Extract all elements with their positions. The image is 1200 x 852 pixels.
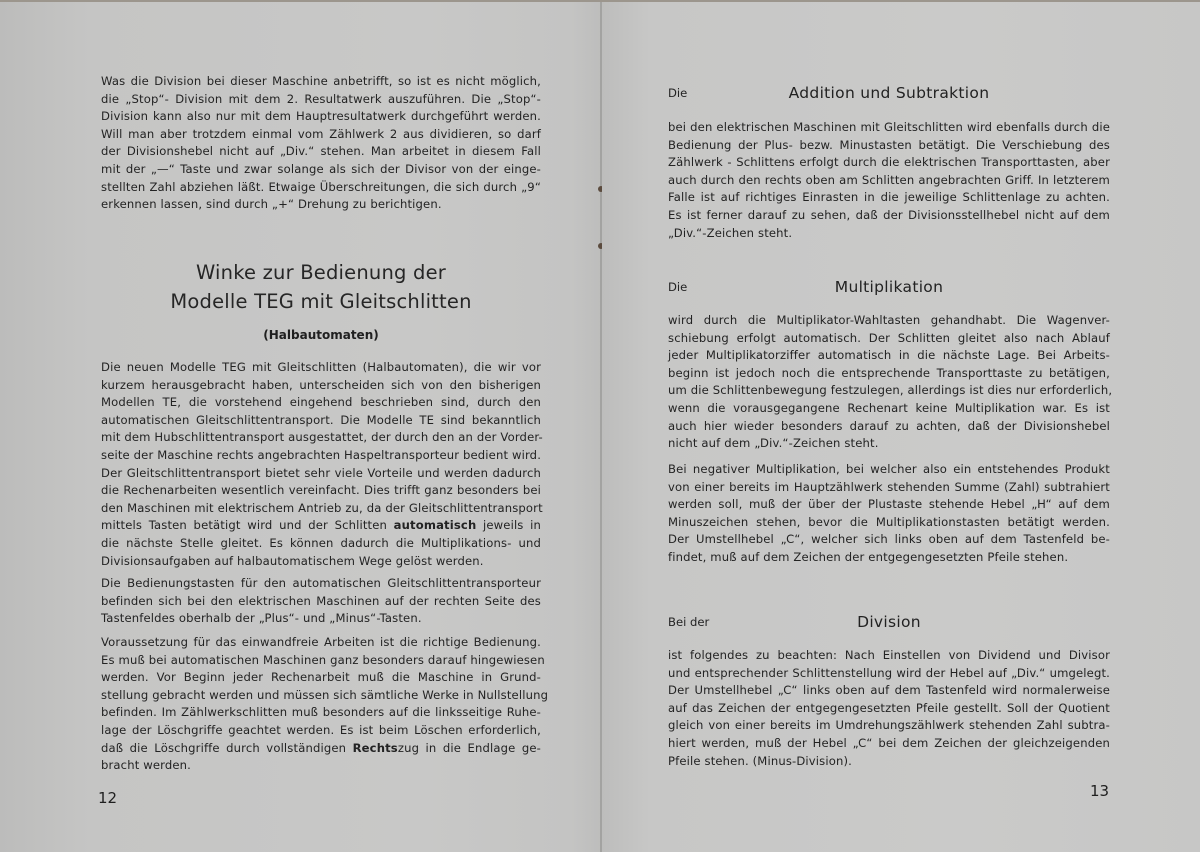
text-line: schiebung erfolgt automatisch. Der Schlitten gleitet also nach Ablauf bbox=[668, 330, 1110, 345]
text-line: Der Umstellhebel „C“ links oben auf dem Tastenfeld wird normalerweise bbox=[668, 683, 1110, 698]
text-line: auch durch den rechts oben am Schlitten angebrachten Griff. In letzterem bbox=[668, 172, 1110, 187]
text-line: werden. Vor Beginn jeder Rechenarbeit muß die Maschine in Grund- bbox=[101, 670, 541, 685]
text-line: automatischen Gleitschlittentransport. Die Modelle TE sind bekanntlich bbox=[101, 412, 541, 427]
text-line: um die Schlittenbewegung festzulegen, allerdings ist dies nur erforderlich, bbox=[668, 383, 1113, 398]
text-line: Voraussetzung für das einwandfreie Arbeiten ist die richtige Bedienung. bbox=[101, 635, 541, 649]
text-line: Der Umstellhebel „C“, welcher sich links oben auf dem Tastenfeld be- bbox=[668, 532, 1110, 547]
section-title: Addition und Subtraktion bbox=[788, 84, 990, 102]
text-line-with-bold: mittels Tasten betätigt wird und der Schlitten automatisch jeweils in bbox=[101, 518, 542, 533]
text-line: mit der „—“ Taste und zwar solange als sich der Divisor von der einge- bbox=[101, 161, 541, 176]
text-line: kurzem herausgebracht haben, unterscheiden sich von den bisherigen bbox=[101, 377, 541, 392]
text-line: die Rechenarbeiten wesentlich vereinfacht. Dies trifft ganz besonders bei bbox=[101, 483, 541, 498]
text-line: befinden sich bei den elektrischen Maschinen auf der rechten Seite des bbox=[101, 593, 541, 608]
page-number-right: 13 bbox=[1090, 782, 1110, 800]
page-number-left: 12 bbox=[98, 789, 118, 807]
text-line: Tastenfeldes oberhalb der „Plus“- und „Minus“-Tasten. bbox=[101, 611, 422, 626]
text-line: befinden. Im Zählwerkschlitten muß besonders auf die linksseitige Ruhe- bbox=[101, 705, 541, 720]
text-line: stellten Zahl abziehen läßt. Etwaige Überschreitungen, die sich durch „9“ bbox=[101, 179, 541, 194]
paragraph-modelle-teg bbox=[101, 359, 541, 570]
paragraph-multiplikation bbox=[668, 312, 1113, 453]
text-line: Minuszeichen stehen, bevor die Multiplikationstasten betätigt werden. bbox=[668, 514, 1110, 529]
section-prefix: Die bbox=[668, 86, 688, 100]
section-prefix: Bei der bbox=[668, 615, 710, 629]
heading-subtitle: (Halbautomaten) bbox=[263, 328, 379, 342]
text-line: stellung gebracht werden und müssen sich sämtliche Werke in Nullstellung bbox=[101, 687, 549, 702]
text-line: Division kann also nur mit dem Hauptresultatwerk durchgeführt werden. bbox=[101, 109, 541, 124]
text-line: die „Stop“- Division mit dem 2. Resultatwerk auszuführen. Die „Stop“- bbox=[101, 91, 541, 106]
text-line: Will man aber trotzdem einmal vom Zählwerk 2 aus dividieren, so darf bbox=[101, 126, 541, 141]
text-line: der Divisionshebel nicht auf „Div.“ stehen. Man arbeitet in diesem Fall bbox=[101, 144, 541, 159]
text-line: Pfeile stehen. (Minus-Division). bbox=[668, 753, 852, 768]
text-line: wird durch die Multiplikator-Wahltasten gehandhabt. Die Wagenver- bbox=[668, 313, 1110, 327]
text-line: seite der Maschine rechts angebrachten Haspeltransporteur bedient wird. bbox=[101, 447, 542, 462]
section-header-addition bbox=[668, 78, 1110, 102]
bold-word-rechts: Rechts bbox=[352, 740, 398, 755]
paragraph-bedienungstasten bbox=[101, 575, 541, 628]
text-line: bracht werden. bbox=[101, 758, 191, 773]
text-line: Modellen TE, die vorstehend eingehend beschrieben sind, durch den bbox=[101, 395, 541, 410]
booklet-spread bbox=[0, 2, 1200, 852]
text-line: von einer bereits im Hauptzählwerk stehenden Summe (Zahl) subtrahiert bbox=[668, 479, 1110, 494]
text-line: hiert werden, muß der Hebel „C“ bei dem Zeichen der gleichzeigenden bbox=[668, 735, 1110, 750]
text-line: Falle ist auf richtiges Einrasten in die jeweilige Schlittenlage zu achten. bbox=[668, 190, 1110, 205]
text-line: findet, muß auf dem Zeichen der entgegengesetzten Pfeile stehen. bbox=[668, 549, 1069, 564]
text-line: Es ist ferner darauf zu sehen, daß der Divisionsstellhebel nicht auf dem bbox=[668, 207, 1110, 222]
text-line: erkennen lassen, sind durch „+“ Drehung zu berichtigen. bbox=[101, 197, 442, 212]
heading-line-2: Modelle TEG mit Gleitschlitten bbox=[170, 290, 472, 313]
text-line: auf das Zeichen der entgegengesetzten Pfeile gestellt. Soll der Quotient bbox=[668, 700, 1110, 715]
text-line: werden soll, muß der über der Plustaste stehende Hebel „H“ auf dem bbox=[668, 497, 1110, 512]
text-line: bei den elektrischen Maschinen mit Gleitschlitten wird ebenfalls durch die bbox=[668, 120, 1110, 134]
bold-word-automatisch: automatisch bbox=[393, 518, 477, 533]
text-line: Bedienung der Plus- bezw. Minustasten betätigt. Die Verschiebung des bbox=[668, 137, 1110, 152]
text-line-with-bold: daß die Löschgriffe durch vollständigen Rechtszug in die Endlage ge- bbox=[101, 740, 541, 755]
text-line: „Div.“-Zeichen steht. bbox=[668, 225, 793, 240]
intro-paragraph bbox=[101, 73, 541, 214]
section-header-division bbox=[668, 607, 1110, 631]
text-line: den Maschinen mit elektrischem Antrieb zu, da der Gleitschlittentransport bbox=[101, 500, 543, 515]
section-prefix: Die bbox=[668, 280, 688, 294]
text-line: mit dem Hubschlittentransport ausgestattet, der durch den an der Vorder- bbox=[101, 430, 543, 445]
left-page bbox=[0, 2, 601, 852]
section-title: Division bbox=[857, 613, 921, 631]
paragraph-negative-multiplikation bbox=[668, 461, 1110, 567]
text-line: ist folgendes zu beachten: Nach Einstellen von Dividend und Divisor bbox=[668, 648, 1110, 662]
text-line: Die Bedienungstasten für den automatischen Gleitschlittentransporteur bbox=[101, 576, 541, 590]
section-header-multiplikation bbox=[668, 272, 1110, 296]
text-line: und entsprechender Schlittenstellung wird der Hebel auf „Div.“ umgelegt. bbox=[668, 665, 1110, 680]
paragraph-addition bbox=[668, 119, 1110, 242]
text-line: Die neuen Modelle TEG mit Gleitschlitten (Halbautomaten), die wir vor bbox=[101, 360, 541, 374]
text-line: Zählwerk - Schlittens erfolgt durch die elektrischen Transporttasten, aber bbox=[668, 155, 1110, 170]
text-line: Was die Division bei dieser Maschine anbetrifft, so ist es nicht möglich, bbox=[101, 74, 541, 88]
text-line: jeder Multiplikatorziffer automatisch in die nächste Lage. Bei Arbeits- bbox=[668, 348, 1110, 363]
text-line: Divisionsaufgaben auf halbautomatischem Wege gelöst werden. bbox=[101, 553, 484, 568]
text-line: gleich von einer bereits im Umdrehungszählwerk stehenden Zahl subtra- bbox=[668, 718, 1110, 733]
section-heading bbox=[101, 258, 541, 316]
text-line: auch hier wieder besonders darauf zu achten, daß der Divisionshebel bbox=[668, 418, 1110, 433]
text-line: Es muß bei automatischen Maschinen ganz besonders darauf hingewiesen bbox=[101, 652, 545, 667]
text-line: Bei negativer Multiplikation, bei welcher also ein entstehendes Produkt bbox=[668, 462, 1110, 476]
paragraph-division bbox=[668, 647, 1110, 770]
text-line: wenn die vorausgegangene Rechenart keine Multiplikation war. Es ist bbox=[668, 400, 1110, 415]
paragraph-voraussetzung bbox=[101, 634, 549, 775]
heading-line-1: Winke zur Bedienung der bbox=[195, 261, 447, 284]
text-line: nicht auf dem „Div.“-Zeichen steht. bbox=[668, 436, 879, 451]
text-line: beginn ist jedoch noch die entsprechende Transporttaste zu betätigen, bbox=[668, 365, 1110, 380]
text-line: Der Gleitschlittentransport bietet sehr viele Vorteile und werden dadurch bbox=[101, 465, 541, 480]
section-title: Multiplikation bbox=[834, 278, 944, 296]
text-line: die nächste Stelle gleitet. Es können dadurch die Multiplikations- und bbox=[101, 535, 541, 550]
text-line: lage der Löschgriffe geachtet werden. Es ist beim Löschen erforderlich, bbox=[101, 722, 541, 737]
